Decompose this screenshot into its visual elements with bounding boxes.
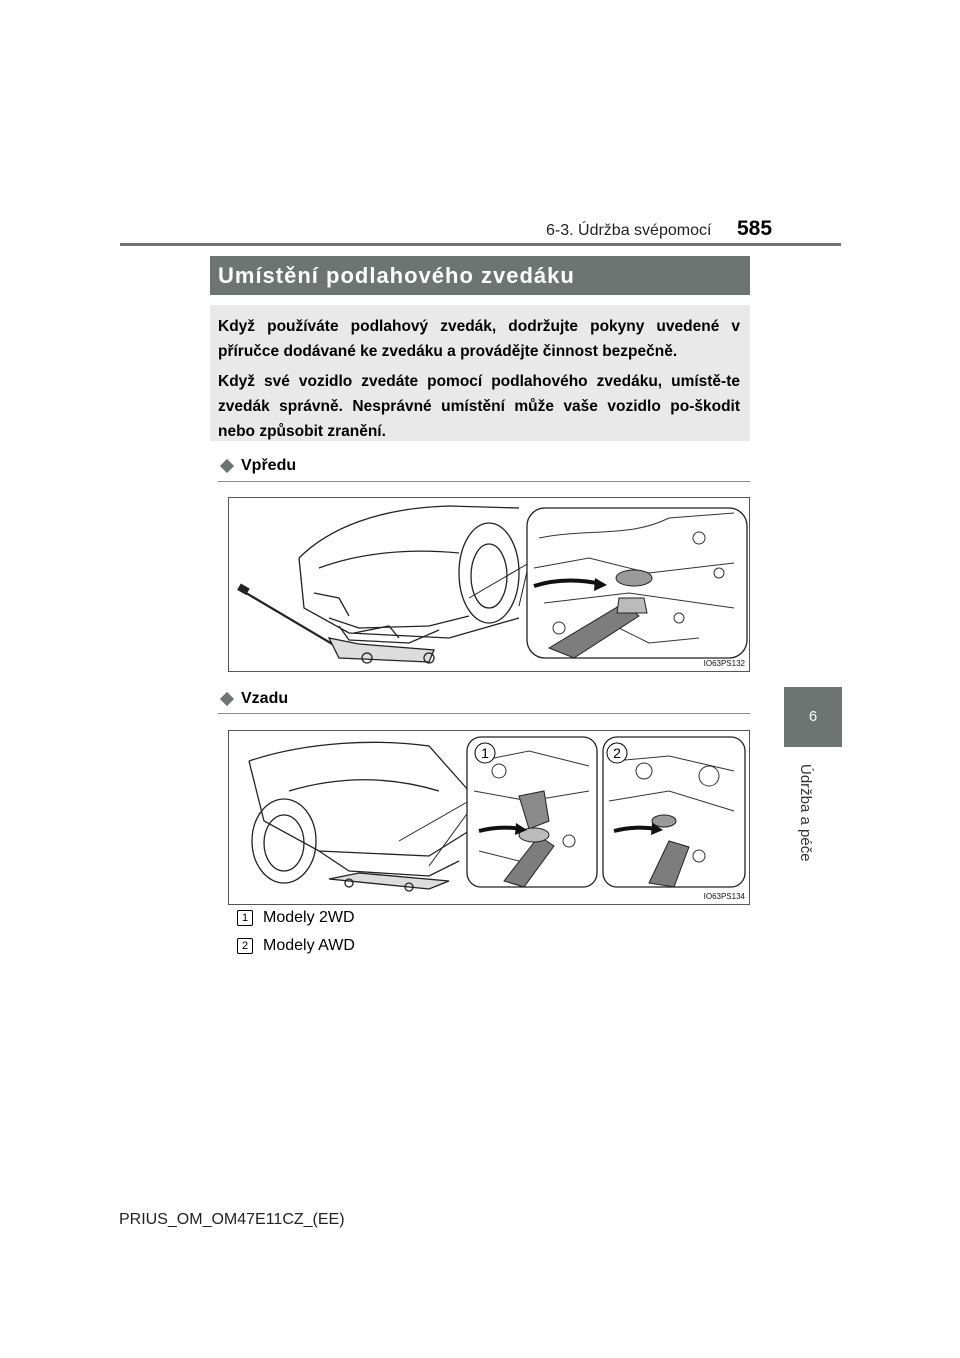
legend-text-2: Modely AWD	[263, 937, 355, 954]
intro-paragraph-1: Když používáte podlahový zvedák, dodržujte pokyny uvedené v příručce dodávané ke zvedáku a provádějte činnost bezpečně.	[218, 318, 740, 360]
front-rule	[218, 481, 750, 482]
diamond-bullet-icon	[220, 459, 234, 473]
legend-item-1	[237, 909, 355, 927]
header-rule	[120, 243, 841, 246]
inset-1-number: 1	[481, 745, 489, 761]
legend-text-1: Modely 2WD	[263, 909, 355, 926]
legend-number-1: 1	[237, 910, 253, 926]
front-figure-code: IO63PS132	[703, 659, 745, 668]
front-subheading	[218, 457, 296, 475]
rear-label: Vzadu	[241, 690, 289, 707]
front-illustration	[229, 498, 749, 671]
legend-item-2	[237, 937, 355, 955]
rear-rule	[218, 713, 750, 714]
diamond-bullet-icon	[220, 692, 234, 706]
page-number: 585	[737, 217, 773, 240]
rear-illustration	[229, 731, 749, 904]
page-heading: Umístění podlahového zvedáku	[210, 256, 750, 295]
section-title: 6-3. Údržba svépomocí	[546, 222, 712, 239]
rear-figure	[228, 730, 750, 905]
rear-subheading	[218, 690, 288, 708]
front-label: Vpředu	[241, 457, 297, 474]
inset-2-number: 2	[613, 745, 621, 761]
chapter-tab: 6	[784, 687, 842, 747]
footer-doc-id: PRIUS_OM_OM47E11CZ_(EE)	[119, 1211, 345, 1228]
chapter-label: Údržba a péče	[797, 764, 814, 862]
intro-paragraph-2: Když své vozidlo zvedáte pomocí podlahového zvedáku, umístě-te zvedák správně. Nesprávné umístění může vaše vozidlo po-škodit nebo způsobit zranění.	[218, 373, 740, 440]
legend-number-2: 2	[237, 938, 253, 954]
intro-box	[210, 305, 750, 441]
front-figure	[228, 497, 750, 672]
rear-figure-code: IO63PS134	[703, 892, 745, 901]
